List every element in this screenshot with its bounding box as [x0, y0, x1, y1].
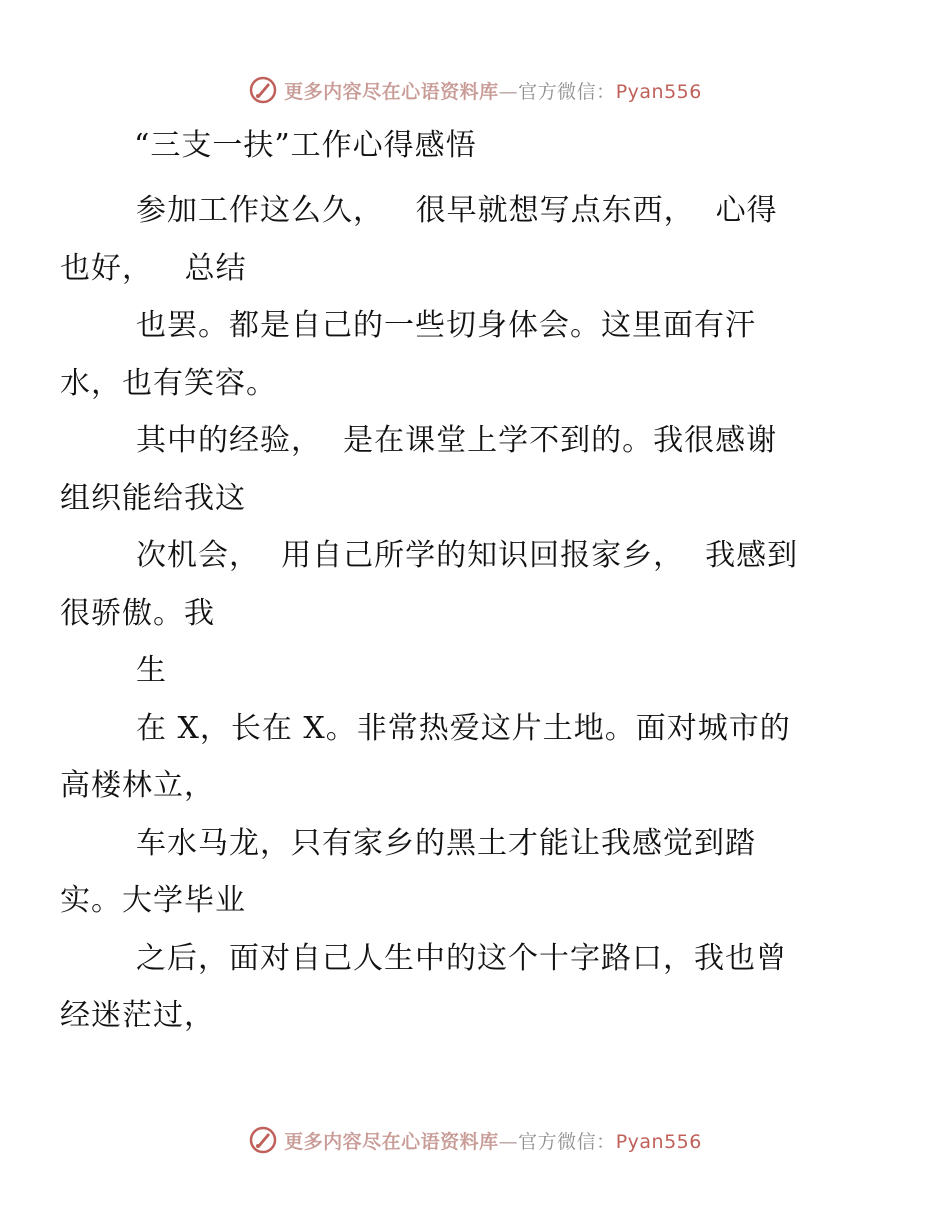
paragraph-3: [60, 412, 858, 527]
watermark-brand: 更多内容尽在心语资料库: [284, 80, 499, 103]
paragraph-1: [60, 182, 858, 297]
watermark-dash: —: [498, 80, 519, 103]
quill-seal-icon: [248, 75, 278, 105]
watermark-brand: 更多内容尽在心语资料库: [284, 1130, 499, 1153]
paragraph-line: 之后，面对自己人生中的这个十字路口，我也曾: [136, 940, 787, 976]
paragraph-line: 经迷茫过，: [60, 998, 215, 1033]
watermark-wechat-id: Pyan556: [615, 1130, 702, 1153]
watermark-wechat-id: Pyan556: [615, 80, 702, 103]
paragraph-2: [60, 297, 858, 412]
paragraph-7: [60, 815, 858, 930]
watermark-official-label: 官方微信：: [518, 80, 616, 103]
paragraph-line: 高楼林立，: [60, 768, 215, 803]
paragraph-5: [98, 642, 858, 700]
footer-watermark: [0, 1122, 950, 1158]
document-title: “三支一扶”工作心得感悟: [134, 128, 477, 163]
paragraph-line: 在 X，长在 X。非常热爱这片土地。面对城市的: [136, 710, 791, 746]
header-watermark: [0, 72, 950, 108]
paragraph-line: 生: [136, 653, 167, 688]
paragraph-line: 也好， 总结: [60, 250, 247, 286]
watermark-dash: —: [498, 1130, 519, 1153]
paragraph-line: 水，也有笑容。: [60, 365, 277, 401]
watermark-official-label: 官方微信：: [518, 1130, 616, 1153]
document-body: [60, 182, 858, 1045]
paragraph-line: 次机会， 用自己所学的知识回报家乡， 我感到: [136, 538, 799, 573]
paragraph-6: [60, 700, 858, 815]
paragraph-line: 其中的经验， 是在课堂上学不到的。我很感谢: [136, 423, 778, 458]
paragraph-line: 车水马龙，只有家乡的黑土才能让我感觉到踏: [136, 825, 756, 861]
watermark-text: [284, 77, 702, 104]
paragraph-4: [60, 527, 858, 642]
paragraph-line: 也罢。都是自己的一些切身体会。这里面有汗: [136, 308, 756, 343]
paragraph-line: 组织能给我这: [60, 480, 246, 516]
watermark-text: [284, 1127, 702, 1154]
quill-seal-icon: [248, 1125, 278, 1155]
paragraph-line: 参加工作这么久， 很早就想写点东西， 心得: [136, 193, 778, 228]
paragraph-line: 很骄傲。我: [60, 595, 215, 631]
paragraph-line: 实。大学毕业: [60, 883, 246, 918]
paragraph-8: [60, 930, 858, 1045]
